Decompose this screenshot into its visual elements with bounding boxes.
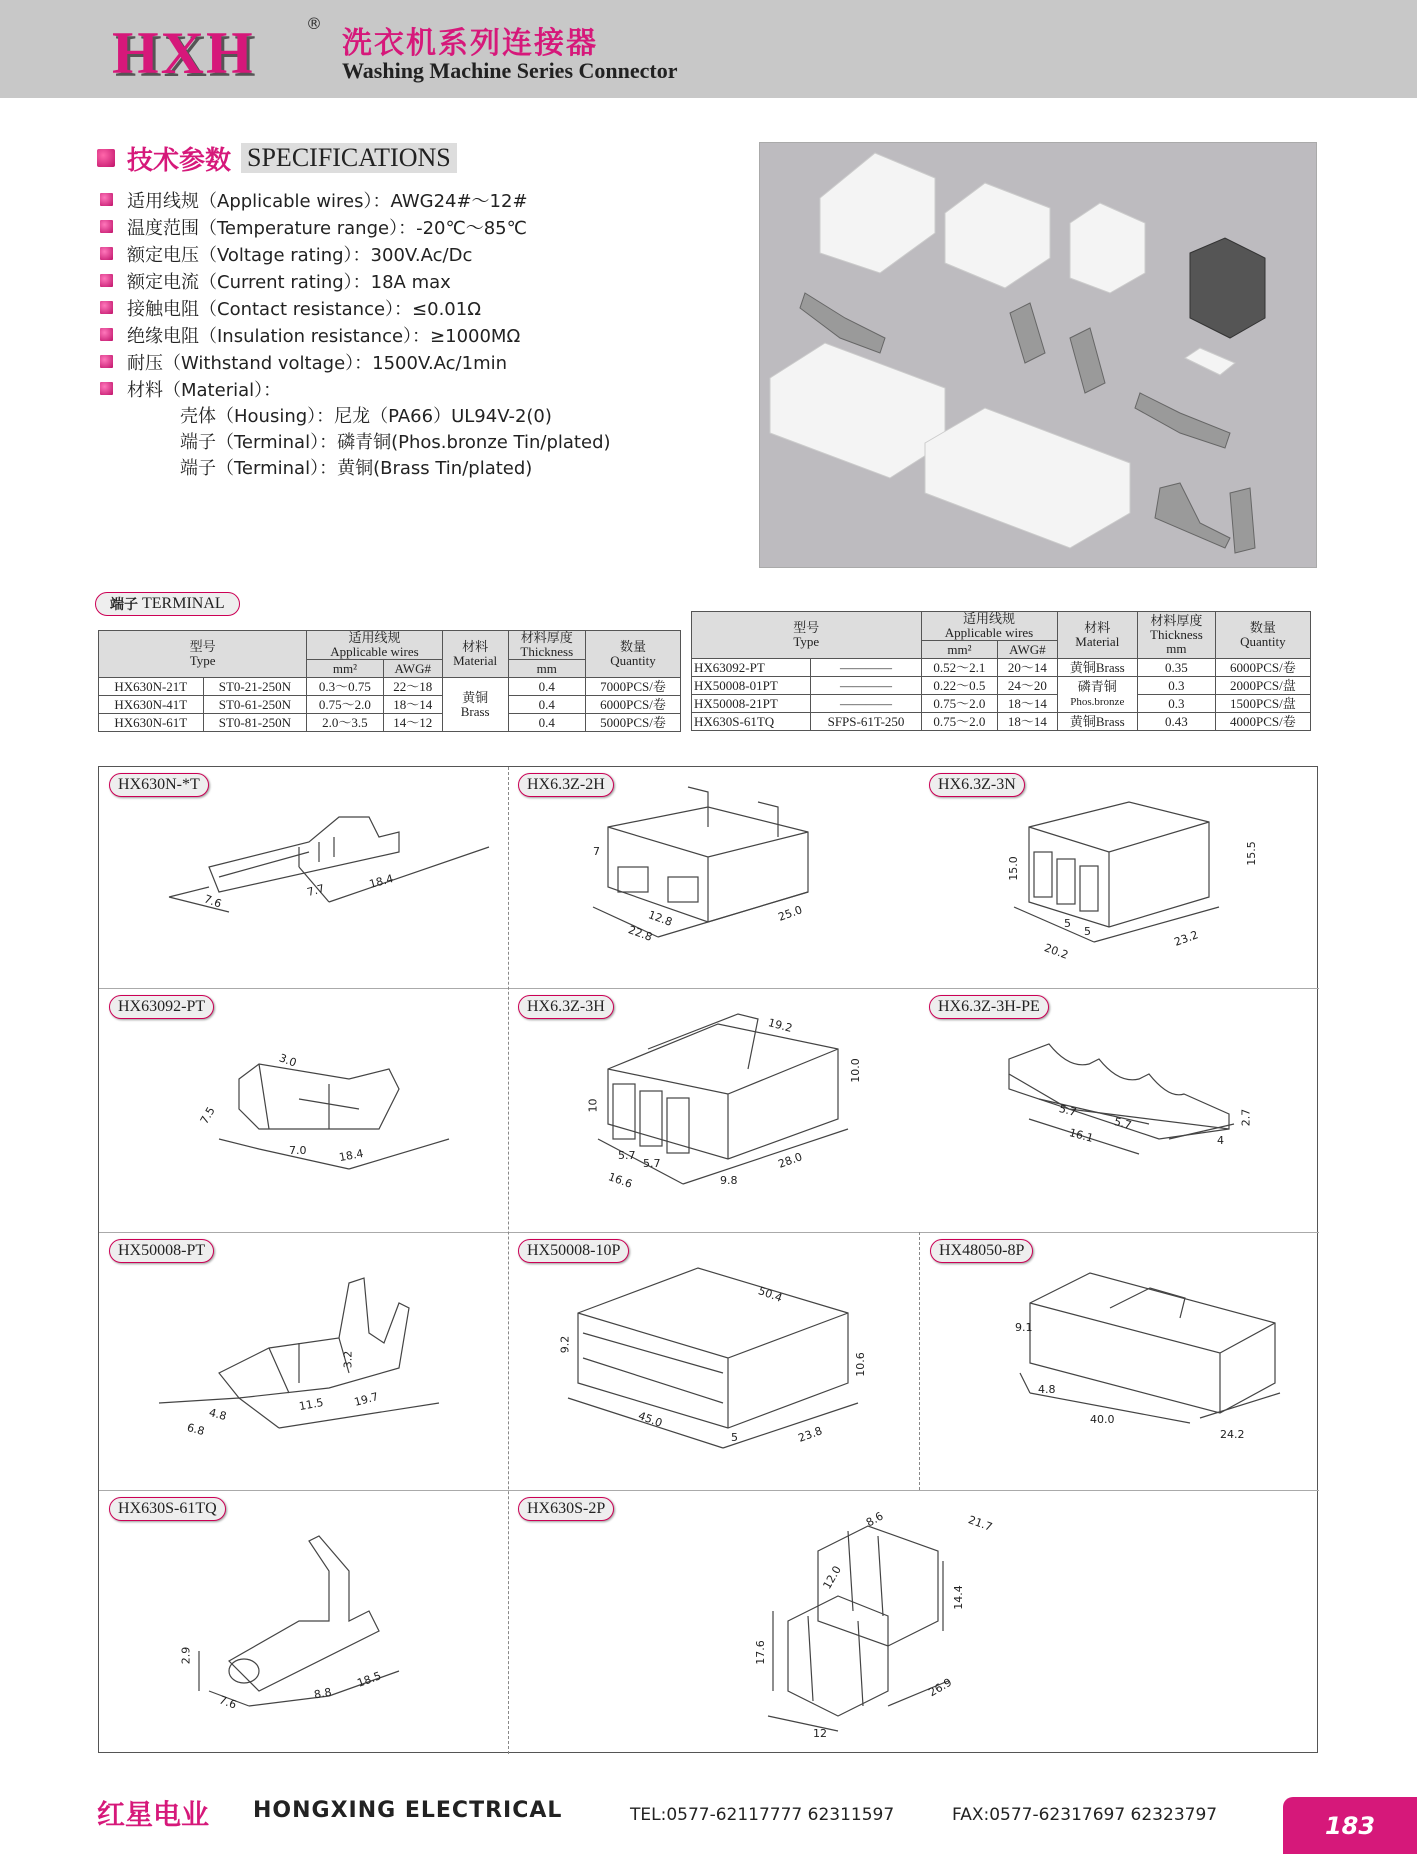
square-bullet-icon [100,355,113,368]
square-bullet-icon [100,382,113,395]
spec-item: 接触电阻（Contact resistance）：≤0.01Ω [100,294,611,321]
material-cell: 黄铜 Brass [442,678,508,732]
drawing-hx6-3z-2h: HX6.3Z-2H 7 12.8 22.8 25.0 [508,767,919,988]
company-name-cn: 红星电业 [97,1798,210,1831]
spec-item: 耐压（Withstand voltage）：1500V.Ac/1min [100,348,611,375]
header-quantity: 数量 Quantity [586,631,681,678]
header-material: 材料 Material [442,631,508,678]
company-name-en: HONGXING ELECTRICAL [253,1798,563,1823]
table-row: HX630N-61T ST0-81-250N 2.0～3.5 14～12 0.4 5000PCS/卷 [99,714,681,732]
table-row: HX630N-21T ST0-21-250N 0.3～0.75 22～18 黄铜 Brass 0.4 7000PCS/卷 [99,678,681,696]
header-thickness-unit: mm [508,660,585,678]
header-type: 型号 Type [692,612,922,659]
drawing-hx63092-pt: HX63092-PT 3.0 7.5 7.0 18.4 [99,989,508,1232]
drawings-grid [98,766,1318,1753]
drawing-hx48050-8p: HX48050-8P 9.1 4.8 40.0 24.2 [920,1233,1319,1490]
drawing-hx50008-pt: HX50008-PT 3.2 4.8 6.8 11.5 19.7 [99,1233,508,1490]
terminal-table-2 [691,611,1311,731]
terminal-photo [800,293,885,353]
material-terminal-brass: 端子（Terminal）：黄铜(Brass Tin/plated) [180,458,533,479]
header-wires: 适用线规 Applicable wires [921,612,1057,641]
terminal-photo [1230,488,1255,553]
page-number: 183 [1283,1797,1417,1854]
drawing-hx630s-61tq: HX630S-61TQ 2.9 7.6 8.8 18.5 [99,1491,508,1754]
housing-3n-photo [945,183,1050,288]
table-row: HX50008-21PT ———— 0.75～2.0 18～14 0.3 1500PCS/盘 [692,695,1311,713]
square-bullet-icon [100,247,113,260]
drawing-hx6-3z-3h-pe: HX6.3Z-3H-PE 5.7 5.7 16.1 2.7 4 [919,989,1319,1232]
terminal-photo [1155,483,1230,548]
square-bullet-icon [97,149,115,167]
registered-mark: ® [306,14,322,33]
housing-2h-photo [820,153,935,273]
specifications-title-cn: 技术参数 [127,145,232,176]
brand-logo: HXH [112,20,255,86]
drawing-hx50008-10p: HX50008-10P 50.4 9.2 10.6 45.0 5 23.8 [508,1233,919,1490]
housing-pe-small-photo [1185,348,1235,375]
table-row: HX50008-01PT ———— 0.22～0.5 24～20 磷青铜 Phos.bronze 0.3 2000PCS/盘 [692,677,1311,695]
connector-photo-illustration [760,143,1317,568]
header-mm2: mm² [921,641,998,659]
spec-item: 绝缘电阻（Insulation resistance）：≥1000MΩ [100,321,611,348]
specifications-title-en: SPECIFICATIONS [241,143,457,173]
header-thickness: 材料厚度 Thickness mm [1138,612,1216,659]
housing-3h-pe-photo [1070,203,1145,293]
material-cell: 磷青铜 Phos.bronze [1057,677,1138,713]
housing-8p-photo [925,408,1130,548]
spec-item: 额定电流（Current rating）：18A max [100,267,611,294]
header-awg: AWG# [383,660,442,678]
header-material: 材料 Material [1057,612,1138,659]
specifications-list [100,186,611,480]
telephone: TEL:0577-62117777 62311597 [630,1805,895,1825]
header-quantity: 数量 Quantity [1215,612,1310,659]
material-housing: 壳体（Housing）：尼龙（PA66）UL94V-2(0) [180,406,552,427]
drawing-hx630s-2p: HX630S-2P 8.6 21.7 12.0 17.6 14.4 26.9 12 [508,1491,1319,1754]
header-mm2: mm² [307,660,384,678]
drawing-hx630n-t: HX630N-*T 7.6 7.7 18.4 [99,767,508,988]
square-bullet-icon [100,328,113,341]
drawing-hx6-3z-3h: HX6.3Z-3H 19.2 10.0 10 5.7 5.7 16.6 9.8 28.0 [508,989,919,1232]
catalog-title-cn: 洗衣机系列连接器 [342,26,598,61]
spec-item: 适用线规（Applicable wires）：AWG24#～12# [100,186,611,213]
table-row: HX63092-PT ———— 0.52～2.1 20～14 黄铜Brass 0.35 6000PCS/卷 [692,659,1311,677]
square-bullet-icon [100,301,113,314]
catalog-title-en: Washing Machine Series Connector [342,58,678,83]
header-wires: 适用线规 Applicable wires [307,631,443,660]
header-awg: AWG# [998,641,1057,659]
housing-black-photo [1190,238,1265,338]
product-photo [759,142,1317,568]
terminal-photo [1135,393,1230,448]
fax: FAX:0577-62317697 62323797 [952,1805,1218,1825]
square-bullet-icon [100,220,113,233]
spec-item: 材料（Material）： [100,375,611,402]
housing-10p-photo [770,343,945,478]
table-row: HX630S-61TQ SFPS-61T-250 0.75～2.0 18～14 黄铜Brass 0.43 4000PCS/卷 [692,713,1311,731]
terminal-photo [1070,328,1105,393]
drawing-hx6-3z-3n: HX6.3Z-3N 15.0 15.5 5 5 20.2 23.2 [919,767,1319,988]
table-row: HX630N-41T ST0-61-250N 0.75～2.0 18～14 0.4 6000PCS/卷 [99,696,681,714]
header-thickness: 材料厚度 Thickness [508,631,585,660]
spec-item: 温度范围（Temperature range）：-20℃～85℃ [100,213,611,240]
spec-item: 额定电压（Voltage rating）：300V.Ac/Dc [100,240,611,267]
square-bullet-icon [100,274,113,287]
page-header [0,0,1417,98]
square-bullet-icon [100,193,113,206]
material-terminal-bronze: 端子（Terminal）：磷青铜(Phos.bronze Tin/plated) [180,432,611,453]
terminal-photo [1010,303,1045,363]
header-type: 型号 Type [99,631,307,678]
terminal-table-1 [98,630,681,732]
specifications-heading [97,140,457,176]
terminal-line-drawing [99,767,508,988]
terminal-section-label: 端子 TERMINAL [95,592,240,616]
